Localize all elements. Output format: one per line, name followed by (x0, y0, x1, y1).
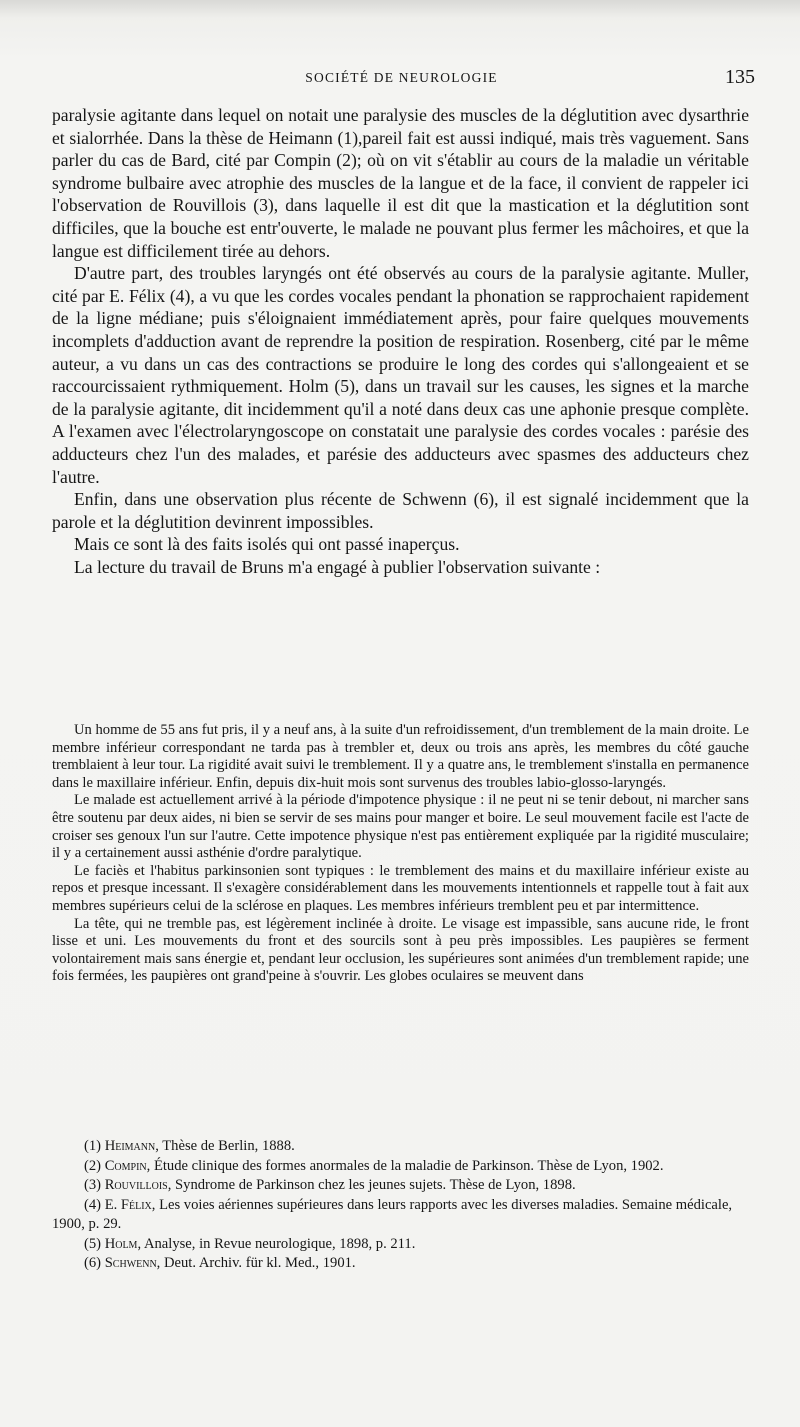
running-head: SOCIÉTÉ DE NEUROLOGIE (305, 70, 498, 85)
paragraph: D'autre part, des troubles laryngés ont été observés au cours de la paralysie agitante. Muller, cité par E. Félix (4), a vu que les cordes vocales pendant la phonation se rapprochaient rapidement de la ligne médiane; puis s'éloignaient immédiatement après, pour faire quelques mouvements incomplets d'adduction avant de reprendre la position de respiration. Rosenberg, cité par le même auteur, a vu dans un cas des contractions se produire le long des cordes qui s'allongeaient et se raccourcissaient rythmiquement. Holm (5), dans un travail sur les causes, les signes et la marche de la paralysie agitante, dit incidemment qu'il a noté dans deux cas une aphonie presque complète. A l'examen avec l'électrolaryngoscope on constatait une paralysie des cordes vocales : parésie des adducteurs chez l'un des malades, et parésie des adducteurs avec spasmes des adducteurs chez l'autre. (52, 263, 749, 487)
footnote-text: Les voies aériennes supérieures dans leurs rapports avec les diverses maladies. Semaine médicale, 1900, p. 29. (52, 1196, 733, 1232)
page-number: 135 (725, 66, 755, 88)
footnote (52, 1235, 749, 1255)
footnote-number: (4) (84, 1196, 102, 1213)
paragraph: paralysie agitante dans lequel on notait une paralysie des muscles de la déglutition avec dysarthrie et sialorrhée. Dans la thèse de Heimann (1),pareil fait est aussi indiqué, mais très vaguement. Sans parler du cas de Bard, cité par Compin (2); où on vit s'établir au cours de la maladie un véritable syndrome bulbaire avec atrophie des muscles de la langue et de la face, il convient de rappeler ici l'observation de Rouvillois (3), dans laquelle il est dit que la mastication et la déglutition sont difficiles, que la bouche est entr'ouverte, le malade ne pouvant plus fermer les mâchoires, et que la langue est difficilement tirée au dehors. (52, 105, 749, 261)
footnote-text: Syndrome de Parkinson chez les jeunes sujets. Thèse de Lyon, 1898. (171, 1177, 576, 1193)
paragraph: Mais ce sont là des faits isolés qui ont passé inaperçus. (74, 534, 460, 555)
footnote-author: Schwenn, (104, 1255, 161, 1271)
observation-paragraph: Le malade est actuellement arrivé à la période d'impotence physique : il ne peut ni se tenir debout, ni marcher sans être soutenu par deux aides, ni bien se servir de ses mains pour manger et boire. Le seul mouvement facile est l'acte de croiser ses genoux l'un sur l'autre. Cette impotence physique n'est pas entièrement expliquée par la rigidité musculaire; il y a certainement aussi asthénie d'ordre paralytique. (52, 792, 749, 862)
footnote-author: Compin, (104, 1157, 151, 1174)
footnote-author: Rouvillois, (104, 1177, 172, 1193)
footnote (52, 1157, 749, 1177)
observation-paragraph: Le faciès et l'habitus parkinsonien sont typiques : le tremblement des mains et du maxillaire inférieur existe au repos et presque incessant. Il s'exagère considérablement dans les mouvements intentionnels et rappelle tout à fait aux membres supérieurs celui de la sclérose en plaques. Les membres inférieurs tremblent peu et par intermittence. (52, 862, 749, 914)
observation-paragraph: Un homme de 55 ans fut pris, il y a neuf ans, à la suite d'un refroidissement, d'un tremblement de la main droite. Le membre inférieur correspondant ne tarda pas à trembler et, deux ou trois ans après, les membres du côté gauche tremblaient à leur tour. La rigidité avait suivi le tremblement. Il y a quatre ans, le tremblement s'installa en permanence dans le maxillaire inférieur. Enfin, depuis dix-huit mois sont survenus des troubles labio-glosso-laryngés. (52, 722, 749, 791)
footnote-number: (5) (84, 1235, 102, 1252)
footnote (52, 1254, 749, 1274)
footnotes (52, 1137, 749, 1274)
footnote-number: (2) (84, 1157, 102, 1174)
footnote-text: Deut. Archiv. für kl. Med., 1901. (160, 1255, 356, 1271)
footnote-author: Heimann, (104, 1138, 159, 1154)
main-text (52, 104, 749, 578)
paragraph: La lecture du travail de Bruns m'a engagé à publier l'observation suivante : (74, 556, 601, 577)
footnote-text: Thèse de Berlin, 1888. (158, 1138, 295, 1154)
footnote-text: Analyse, in Revue neurologique, 1898, p. 211. (141, 1235, 416, 1252)
page-header (48, 66, 755, 92)
observation-paragraph: La tête, qui ne tremble pas, est légèrement inclinée à droite. Le visage est impassible, sans aucune ride, le front lisse et uni. Les mouvements du front et des sourcils sont à peu près impossibles. Les paupières se ferment volontairement mais sans énergie et, pendant leur occlusion, les supérieures sont animées d'un tremblement rapide; une fois fermées, les paupières ont grand'peine à s'ouvrir. Les globes oculaires se meuvent dans (52, 915, 749, 985)
footnote-author: Holm, (104, 1235, 142, 1252)
footnote-number: (6) (84, 1255, 102, 1271)
footnote-text: Étude clinique des formes anormales de la maladie de Parkinson. Thèse de Lyon, 1902. (150, 1157, 664, 1174)
case-observation (52, 722, 749, 986)
footnote-number: (1) (84, 1138, 102, 1154)
footnote (52, 1196, 749, 1235)
paragraph: Enfin, dans une observation plus récente de Schwenn (6), il est signalé incidemment que la parole et la déglutition devinrent impossibles. (52, 489, 749, 532)
footnote (52, 1137, 749, 1157)
footnote-number: (3) (84, 1177, 102, 1193)
footnote-author: E. Félix, (104, 1196, 156, 1213)
footnote (52, 1176, 749, 1196)
